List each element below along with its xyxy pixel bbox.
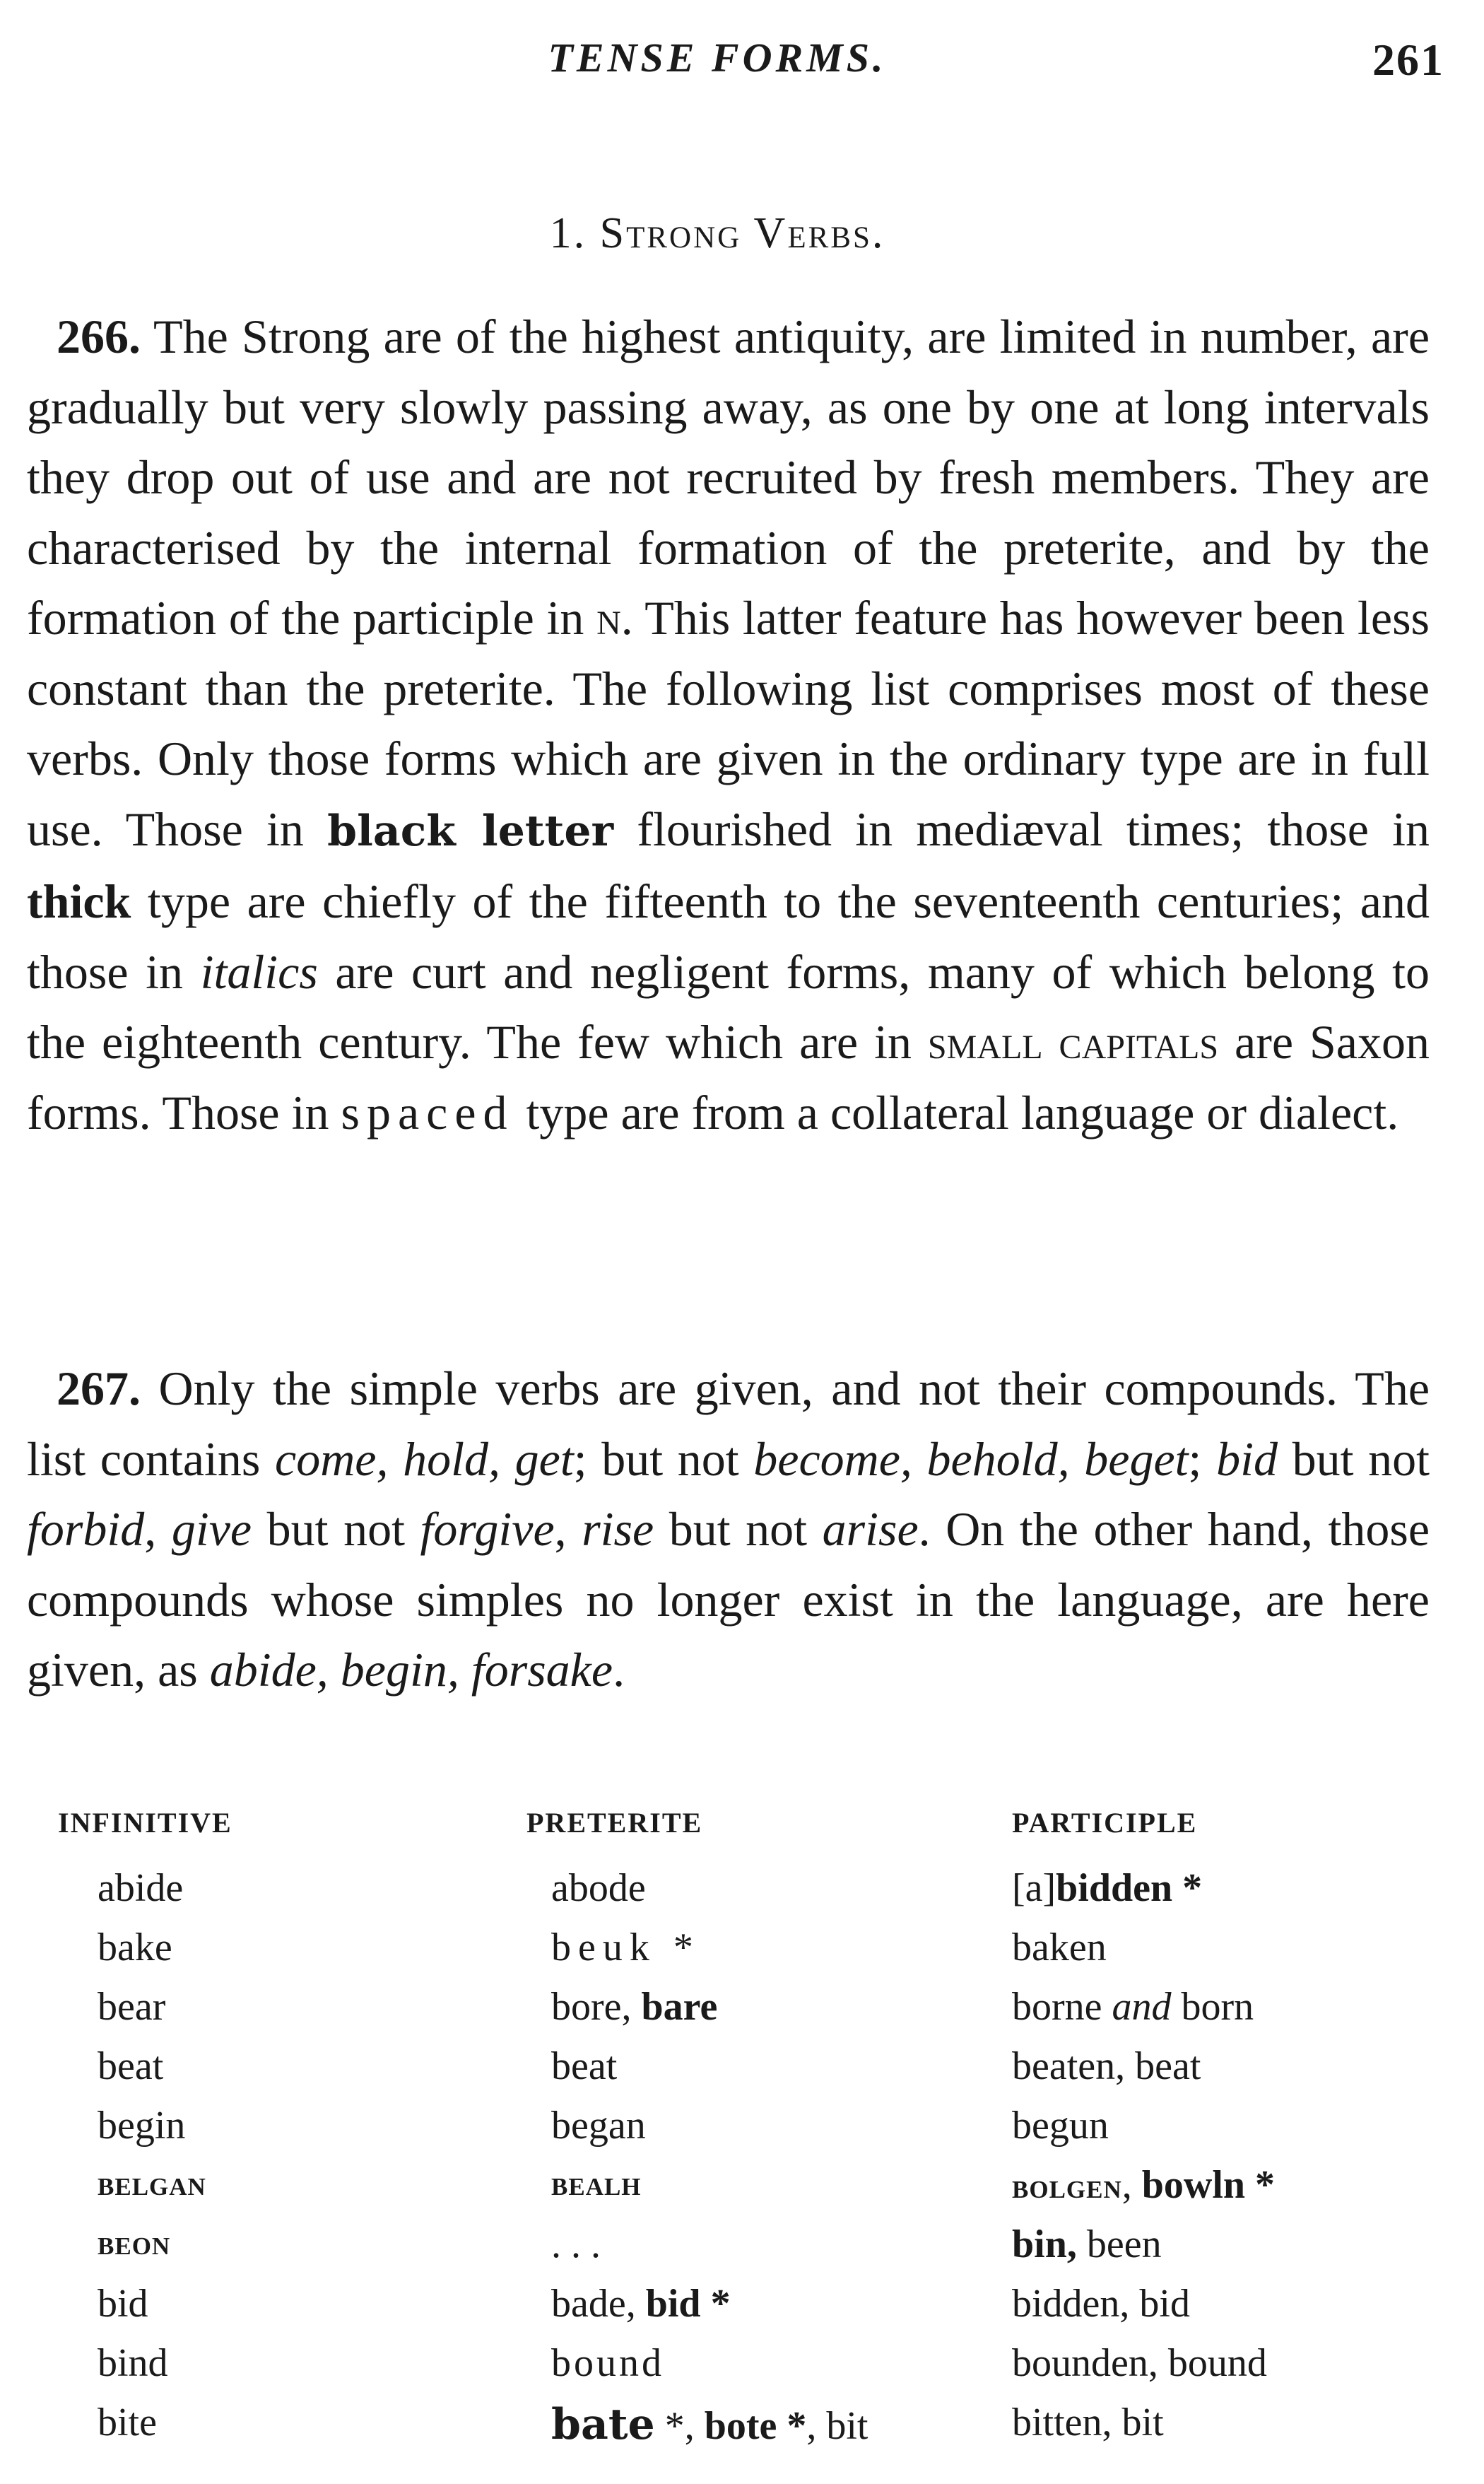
- thick-form: bote *: [704, 2404, 807, 2448]
- paragraph-267: [27, 1354, 1430, 1706]
- text-run: type are from a collateral language or dialect.: [514, 1085, 1399, 1140]
- infinitive-cell: abide: [98, 1866, 184, 1910]
- separator: ,: [1121, 2163, 1142, 2207]
- text-run: .: [613, 1643, 625, 1697]
- table-row: [0, 2103, 1484, 2160]
- participle-cell: [1012, 1865, 1202, 1911]
- paragraph-266: [27, 302, 1430, 1148]
- preterite-cell: . . .: [551, 2222, 601, 2266]
- participle-prefix: [a]: [1012, 1866, 1056, 1910]
- participle-cell: [1012, 2162, 1275, 2208]
- italic-run: rise: [582, 1502, 654, 1556]
- infinitive-cell: bite: [98, 2401, 157, 2444]
- preterite-cell: beuk *: [551, 1926, 700, 1969]
- italic-run: arise: [822, 1502, 919, 1556]
- text-run: ;: [1188, 1431, 1217, 1486]
- infinitive-cell: beon: [98, 2222, 171, 2262]
- table-row: [0, 2341, 1484, 2397]
- thick-form: bin,: [1012, 2222, 1077, 2266]
- text-run: but not: [1277, 1431, 1430, 1486]
- separator: *,: [654, 2404, 705, 2448]
- table-row: [0, 1984, 1484, 2041]
- participle-cell: [1012, 1984, 1254, 2029]
- column-header-preterite: PRETERITE: [526, 1807, 703, 1839]
- text-run: are curt and negligent forms, many of which belong to the eighteenth century. The few which are in: [27, 944, 1430, 1069]
- infinitive-cell: bid: [98, 2282, 148, 2326]
- infinitive-cell: belgan: [98, 2163, 206, 2203]
- thick-form: bidden *: [1056, 1866, 1203, 1910]
- italic-run: forbid: [27, 1502, 145, 1556]
- text-run: Only the simple verbs are given, and not their compounds. The list contains: [27, 1361, 1430, 1486]
- participle-cell: begun: [1012, 2104, 1109, 2148]
- table-row: [0, 2044, 1484, 2100]
- italic-run: abide, begin, forsake: [209, 1643, 613, 1697]
- preterite-cell: beat: [551, 2044, 618, 2088]
- preterite-cell: abode: [551, 1866, 646, 1910]
- table-row: [0, 2400, 1484, 2456]
- infinitive-cell: bind: [98, 2341, 168, 2385]
- italics-term: italics: [200, 944, 318, 999]
- infinitive-cell: begin: [98, 2104, 186, 2148]
- participle-cell: beaten, beat: [1012, 2044, 1201, 2088]
- spaced-term: spaced: [341, 1085, 514, 1140]
- participle-cell: bounden, bound: [1012, 2341, 1267, 2385]
- participle-cell: bitten, bit: [1012, 2401, 1164, 2444]
- preterite-form: , bit: [806, 2404, 868, 2448]
- text-run: ,: [144, 1502, 172, 1556]
- italic-connector: and: [1112, 1985, 1172, 2029]
- text-run: type are chiefly of the fifteenth to the seventeenth centuries; and those in: [27, 874, 1430, 999]
- table-row: [0, 1865, 1484, 1922]
- saxon-form: bolgen: [1012, 2166, 1122, 2205]
- column-header-infinitive: INFINITIVE: [58, 1807, 232, 1839]
- preterite-cell: [551, 1984, 717, 2029]
- preterite-cell: began: [551, 2104, 646, 2148]
- text-run: ; but not: [573, 1431, 754, 1486]
- preterite-cell: [551, 2400, 868, 2449]
- infinitive-cell: beat: [98, 2044, 164, 2088]
- preterite-cell: [551, 2281, 731, 2326]
- participle-form: borne: [1012, 1985, 1112, 2029]
- infinitive-cell: bake: [98, 1926, 172, 1969]
- paragraph-number: 267.: [57, 1361, 141, 1415]
- thick-form: bare: [641, 1985, 718, 2029]
- table-row: [0, 2222, 1484, 2278]
- text-run: but not: [654, 1502, 823, 1556]
- italic-run: become, behold, beget: [753, 1431, 1189, 1486]
- table-row: [0, 2281, 1484, 2338]
- italic-run: forgive: [420, 1502, 555, 1556]
- preterite-form: bore,: [551, 1985, 642, 2029]
- small-caps-letter: n: [596, 591, 621, 645]
- italic-run: bid: [1216, 1431, 1278, 1486]
- black-letter-term: black letter: [327, 806, 614, 856]
- text-run: . This latter feature has however been less constant than the preterite. The following list comprises most of these verbs. Only those forms which are given in the ordinary type are in full use. Those in: [27, 591, 1430, 856]
- participle-cell: baken: [1012, 1926, 1107, 1969]
- text-run: are Saxon forms. Those in: [27, 1015, 1430, 1140]
- black-letter-form: bate: [551, 2400, 655, 2449]
- table-row: [0, 2162, 1484, 2219]
- page-number: 261: [1372, 35, 1444, 85]
- italic-run: come, hold, get: [275, 1431, 574, 1486]
- text-run: The Strong are of the highest antiquity, are limited in number, are gradually but very slowly passing away, as one by one at long intervals they drop out of use and are not recruited by fresh members. They are characterised by the internal formation of the preterite, and by the formation of the participle in: [27, 310, 1430, 645]
- preterite-cell: bealh: [551, 2163, 642, 2203]
- paragraph-number: 266.: [57, 310, 141, 363]
- preterite-cell: bound: [551, 2341, 664, 2385]
- participle-cell: [1012, 2222, 1162, 2267]
- text-run: . On the other hand, those compounds whose simples no longer exist in the language, are here given, as: [27, 1502, 1430, 1697]
- thick-form: bowln *: [1141, 2163, 1276, 2207]
- text-run: ,: [554, 1502, 582, 1556]
- text-run: flourished in mediæval times; those in: [613, 802, 1430, 856]
- small-capitals-term: small capitals: [927, 1015, 1219, 1069]
- italic-run: give: [171, 1502, 252, 1556]
- running-title: TENSE FORMS.: [548, 35, 887, 81]
- column-header-participle: PARTICIPLE: [1012, 1807, 1198, 1839]
- preterite-form: bade,: [551, 2282, 646, 2326]
- verb-table: [0, 1806, 1484, 2449]
- page-header: [0, 34, 1484, 112]
- participle-form: been: [1076, 2222, 1162, 2266]
- thick-form: bid *: [645, 2282, 731, 2326]
- section-heading: 1. Strong Verbs.: [549, 209, 885, 257]
- participle-form: born: [1171, 1985, 1254, 2029]
- text-run: but not: [252, 1502, 420, 1556]
- table-row: [0, 1925, 1484, 1981]
- participle-cell: bidden, bid: [1012, 2282, 1190, 2326]
- thick-term: thick: [27, 874, 131, 928]
- infinitive-cell: bear: [98, 1985, 166, 2029]
